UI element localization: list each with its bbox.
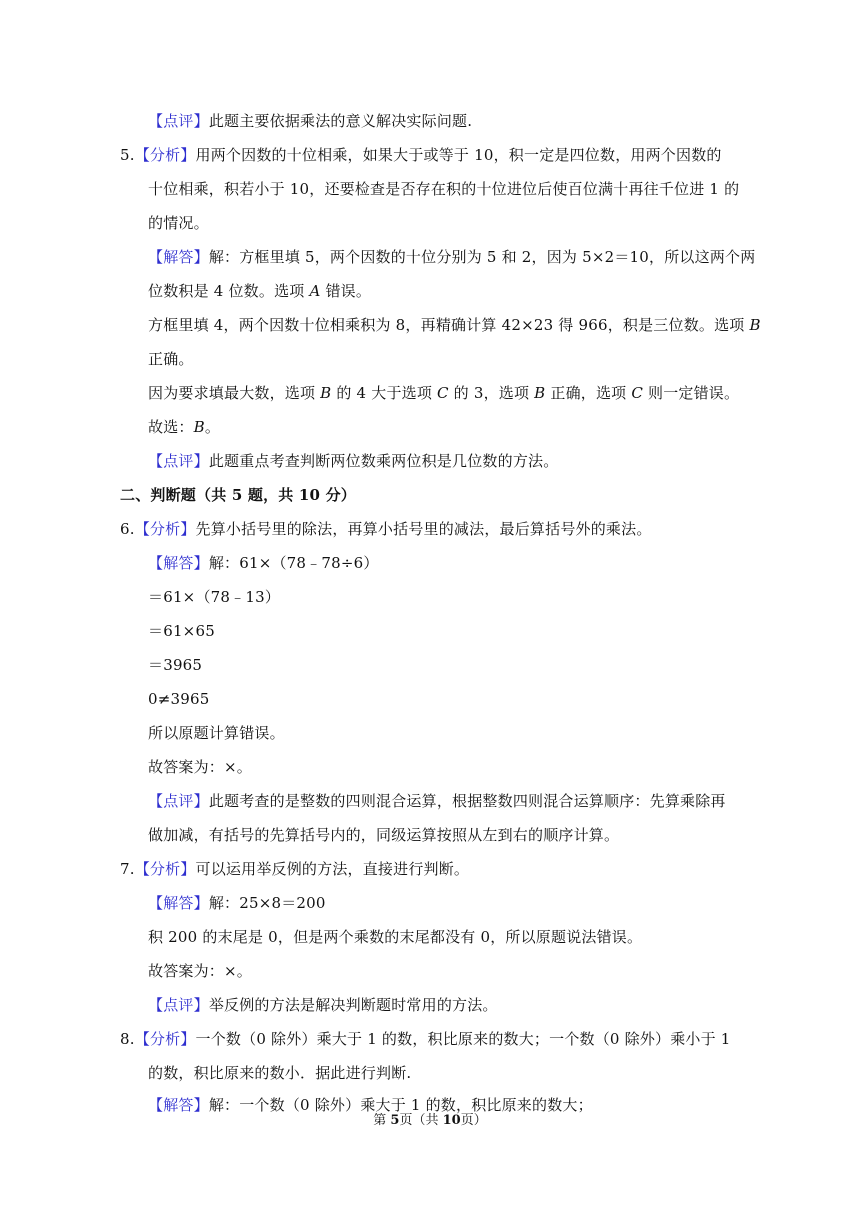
q5-analysis-line xyxy=(120,145,722,165)
option-letter: B xyxy=(320,384,332,402)
q6-step-6: 所以原题计算错误。 xyxy=(148,724,285,742)
answer-text: 因为要求填最大数，选项 xyxy=(148,384,321,402)
q5-answer-line-6 xyxy=(148,417,220,437)
q5-answer-line-3 xyxy=(148,315,761,335)
review-text: 此题主要依据乘法的意义解决实际问题. xyxy=(208,112,473,130)
option-letter: C xyxy=(631,384,644,402)
answer-text: 解：25×8＝200 xyxy=(208,894,326,912)
q6-step-3: ＝61×65 xyxy=(148,622,215,640)
q6-review-line-2: 做加减，有括号的先算括号内的，同级运算按照从左到右的顺序计算。 xyxy=(148,826,620,844)
page-total: 10 xyxy=(442,1113,461,1128)
page-footer xyxy=(0,1112,860,1130)
q5-review-line xyxy=(148,451,558,471)
option-letter: C xyxy=(437,384,449,402)
review-text: 此题重点考查判断两位数乘两位积是几位数的方法。 xyxy=(208,452,559,470)
q6-analysis-line xyxy=(120,519,652,539)
q8-analysis-line-2: 的数，积比原来的数小．据此进行判断. xyxy=(148,1064,412,1082)
review-tag: 【点评】 xyxy=(148,112,209,130)
answer-text: 解：一个数（0 除外）乘大于 1 的数，积比原来的数大； xyxy=(208,1096,593,1114)
q5-answer-line-2 xyxy=(148,281,371,301)
page-number: 5 xyxy=(390,1113,400,1128)
q5-analysis-line-2: 十位相乘，积若小于 10，还要检查是否存在积的十位进位后使百位满十再往千位进 1 的 xyxy=(148,180,740,198)
question-number: 7. xyxy=(120,860,135,878)
analysis-tag: 【分析】 xyxy=(134,520,196,538)
q5-answer-line xyxy=(148,247,755,267)
answer-text: 的 3，选项 xyxy=(448,384,535,402)
q6-step-7: 故答案为：×。 xyxy=(148,758,252,776)
q8-analysis-line xyxy=(120,1029,731,1049)
q7-review-line xyxy=(148,995,498,1015)
q6-review-line xyxy=(148,791,726,811)
q6-step-4: ＝3965 xyxy=(148,656,203,674)
option-letter: A xyxy=(309,282,321,300)
question-number: 6. xyxy=(120,520,135,538)
footer-text: 第 xyxy=(373,1113,391,1128)
question-number: 5. xyxy=(120,146,135,164)
q6-step-5: 0≠3965 xyxy=(148,690,210,708)
q5-answer-line-5 xyxy=(148,383,739,403)
q6-answer-line xyxy=(148,553,379,573)
answer-text: 正确，选项 xyxy=(545,384,632,402)
q7-answer-line xyxy=(148,893,326,913)
answer-text: 解：61×（78﹣78÷6） xyxy=(208,554,379,572)
answer-text: 解：方框里填 5，两个因数的十位分别为 5 和 2，因为 5×2＝10，所以这两个两 xyxy=(208,248,756,266)
footer-text: 页） xyxy=(460,1113,487,1128)
analysis-text: 可以运用举反例的方法，直接进行判断。 xyxy=(195,860,470,878)
q7-answer-line-3: 故答案为：×。 xyxy=(148,962,252,980)
analysis-text: 一个数（0 除外）乘大于 1 的数，积比原来的数大；一个数（0 除外）乘小于 1 xyxy=(195,1030,731,1048)
analysis-tag: 【分析】 xyxy=(134,146,196,164)
review-text: 举反例的方法是解决判断题时常用的方法。 xyxy=(208,996,498,1014)
answer-text: 。 xyxy=(204,418,221,436)
q7-analysis-line xyxy=(120,859,469,879)
answer-tag: 【解答】 xyxy=(148,894,209,912)
review-tag: 【点评】 xyxy=(148,792,209,810)
analysis-text: 先算小括号里的除法，再算小括号里的减法，最后算括号外的乘法。 xyxy=(195,520,652,538)
analysis-text: 用两个因数的十位相乘，如果大于或等于 10，积一定是四位数，用两个因数的 xyxy=(195,146,722,164)
review-tag: 【点评】 xyxy=(148,996,209,1014)
option-letter: B xyxy=(193,418,205,436)
answer-text: 错误。 xyxy=(320,282,372,300)
answer-text: 方框里填 4，两个因数十位相乘积为 8，再精确计算 42×23 得 966，积是三位数。选项 xyxy=(148,316,750,334)
review-text: 此题考查的是整数的四则混合运算，根据整数四则混合运算顺序：先算乘除再 xyxy=(208,792,726,810)
answer-text: 则一定错误。 xyxy=(643,384,740,402)
section-heading: 二、判断题（共 5 题，共 10 分） xyxy=(120,486,357,504)
review-tag: 【点评】 xyxy=(148,452,209,470)
footer-text: 页（共 xyxy=(399,1113,443,1128)
review-line xyxy=(148,111,472,131)
answer-text: 故选： xyxy=(148,418,194,436)
option-letter: B xyxy=(534,384,546,402)
analysis-tag: 【分析】 xyxy=(134,860,196,878)
question-number: 8. xyxy=(120,1030,135,1048)
analysis-tag: 【分析】 xyxy=(134,1030,196,1048)
option-letter: B xyxy=(749,316,761,334)
q7-answer-line-2: 积 200 的末尾是 0，但是两个乘数的末尾都没有 0，所以原题说法错误。 xyxy=(148,928,643,946)
answer-text: 位数积是 4 位数。选项 xyxy=(148,282,310,300)
answer-tag: 【解答】 xyxy=(148,248,209,266)
answer-tag: 【解答】 xyxy=(148,1096,209,1114)
q5-analysis-line-3: 的情况。 xyxy=(148,214,209,232)
q6-step-2: ＝61×（78﹣13） xyxy=(148,588,281,606)
q5-answer-line-4: 正确。 xyxy=(148,350,194,368)
answer-tag: 【解答】 xyxy=(148,554,209,572)
answer-text: 的 4 大于选项 xyxy=(331,384,438,402)
